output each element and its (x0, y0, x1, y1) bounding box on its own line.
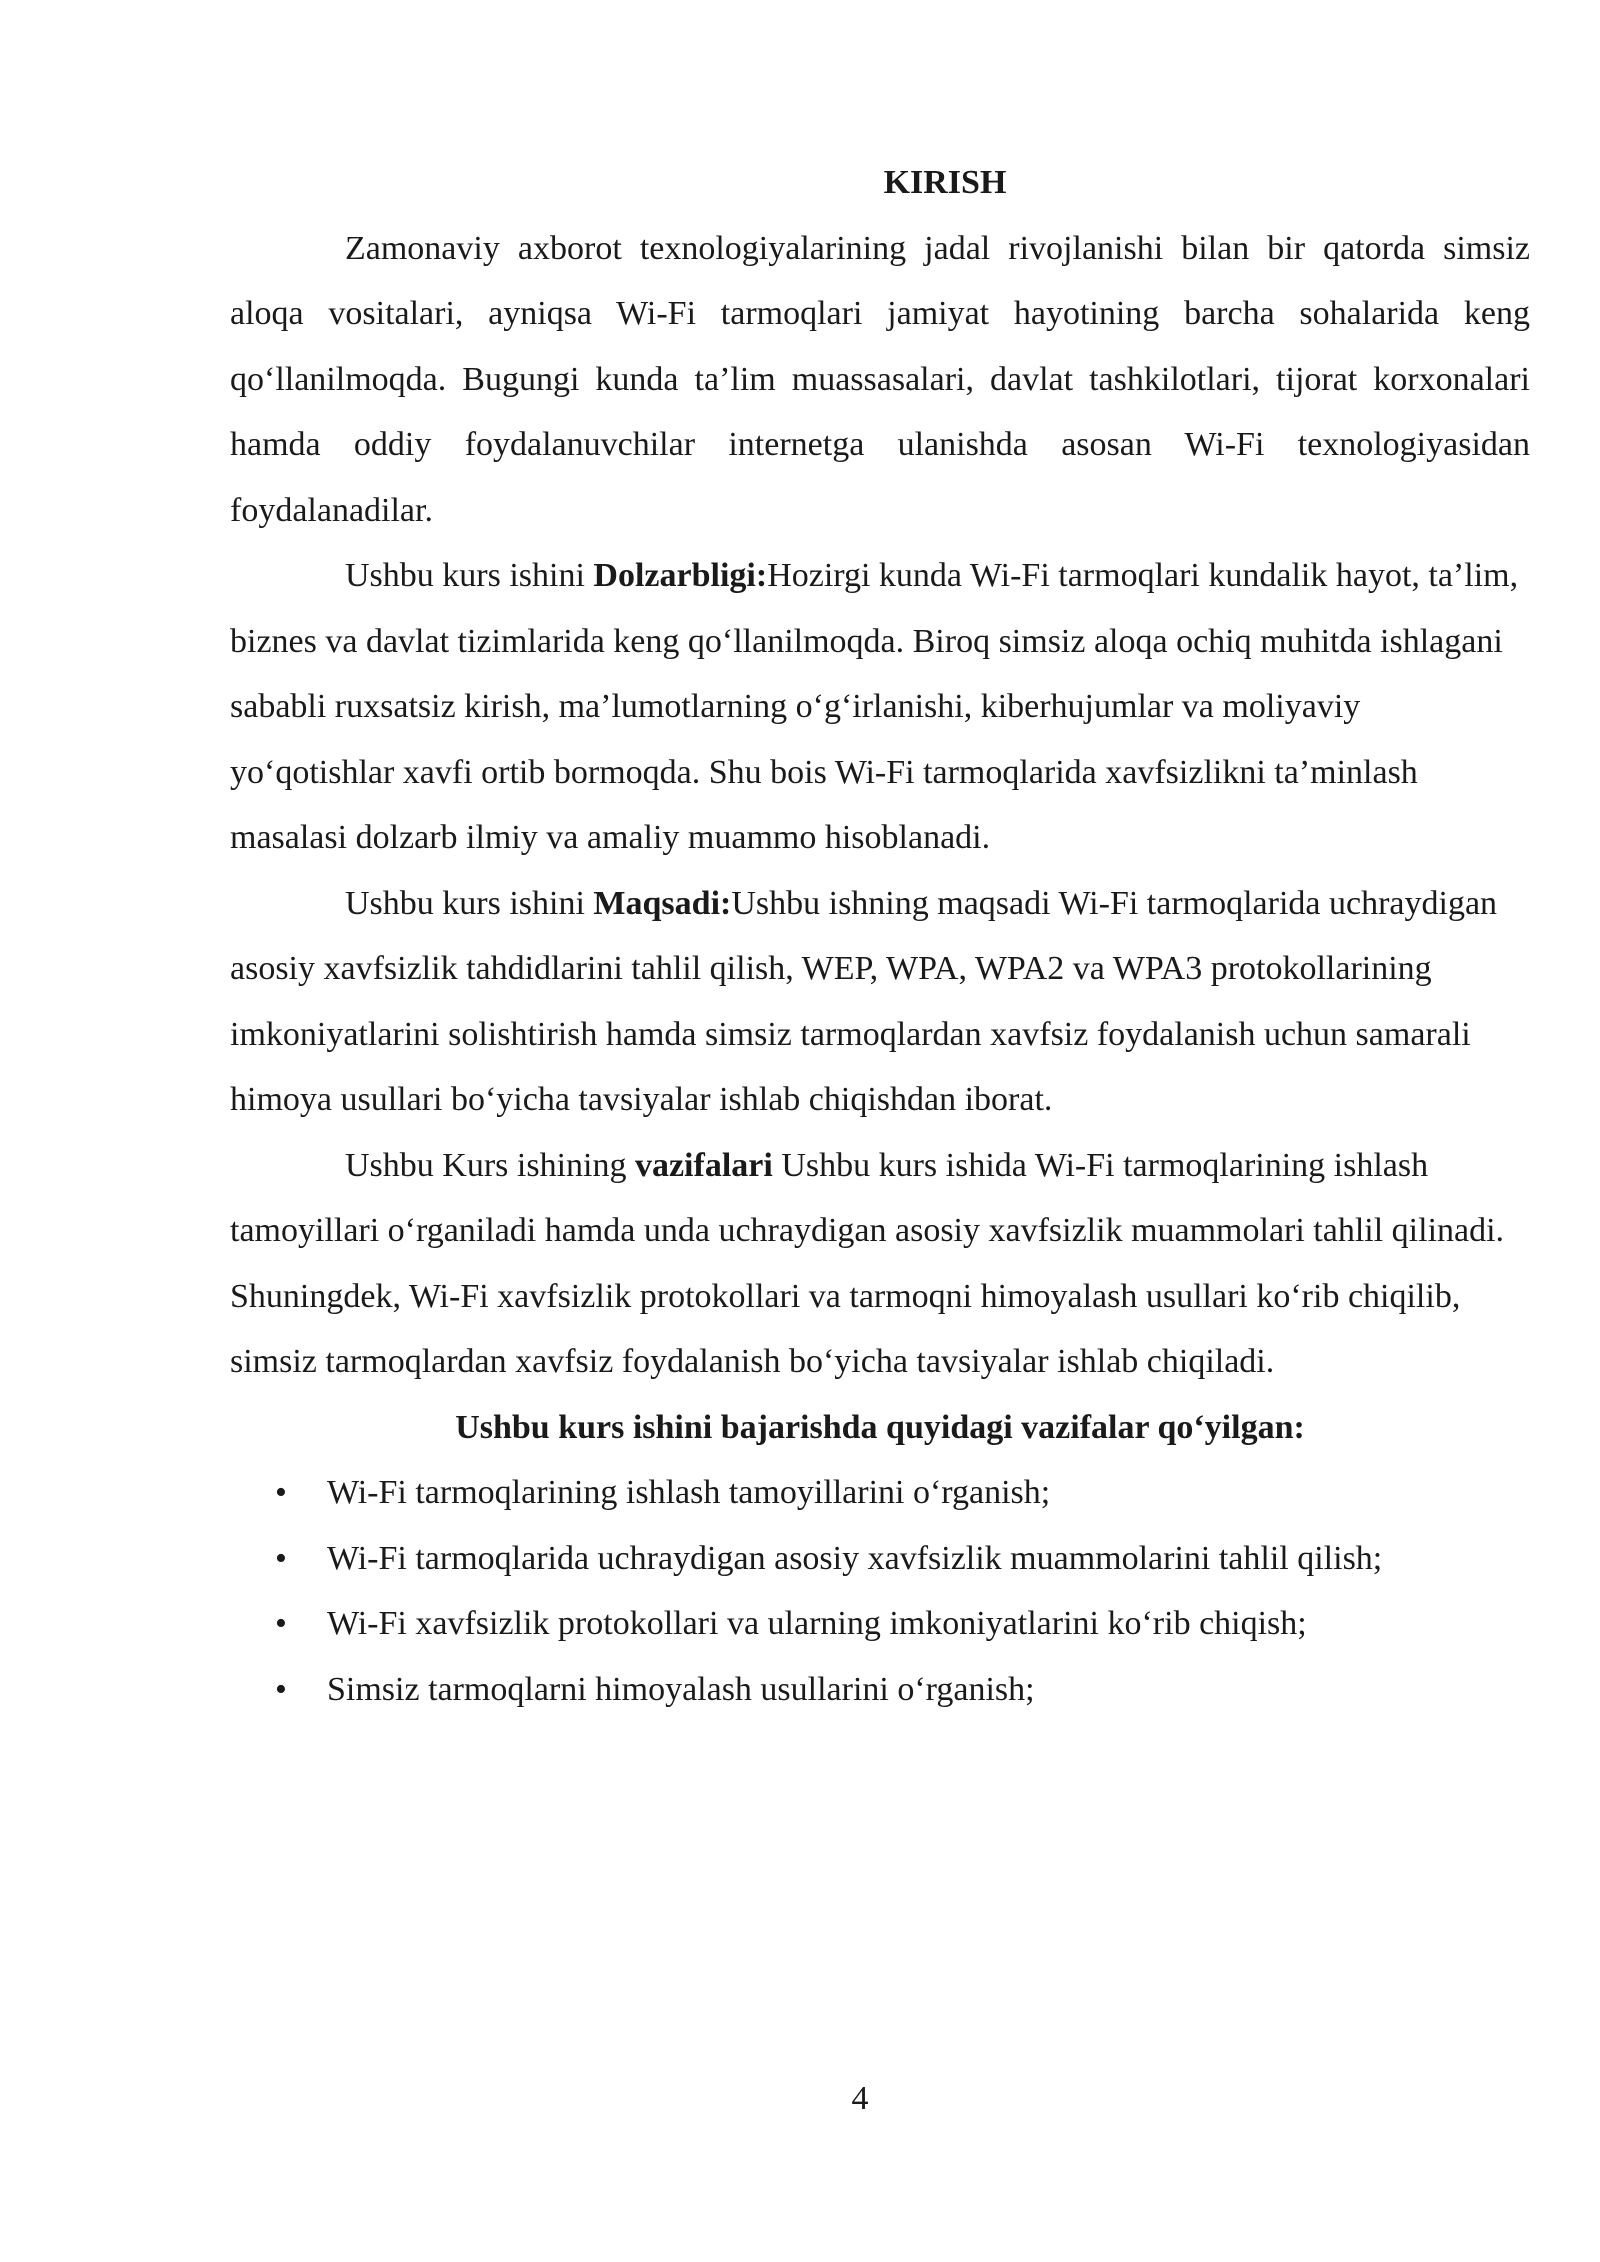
relevance-paragraph (230, 543, 1530, 871)
task-text: Wi-Fi tarmoqlarining ishlash tamoyillarini o‘rganish; (327, 1474, 1051, 1511)
page-number: 4 (851, 2080, 869, 2117)
list-item (230, 1657, 1530, 1723)
objectives-text: Ushbu kurs ishida Wi-Fi tarmoqlarining ishlash tamoyillari o‘rganiladi hamda unda uchraydigan asosiy xavfsizlik muammolari tahlil qilinadi. Shuningdek, Wi-Fi xavfsizlik protokollari va tarmoqni himoyalash usullari ko‘rib chiqilib, simsiz tarmoqlardan xavfsiz foydalanish bo‘yicha tavsiyalar ishlab chiqiladi. (230, 1146, 1505, 1380)
objectives-lead: Ushbu Kurs ishining (345, 1146, 635, 1184)
relevance-lead: Ushbu kurs ishini (345, 557, 594, 594)
bullet-icon: • (275, 1670, 287, 1708)
relevance-label: Dolzarbligi: (593, 557, 768, 594)
task-text: Simsiz tarmoqlarni himoyalash usullarini o‘rganish; (327, 1670, 1035, 1708)
bullet-icon: • (275, 1539, 287, 1577)
objectives-paragraph (230, 1133, 1530, 1395)
goal-paragraph (230, 871, 1530, 1133)
document-page (230, 150, 1530, 1722)
bullet-icon: • (275, 1474, 287, 1511)
list-item (230, 1526, 1530, 1592)
goal-lead: Ushbu kurs ishini (345, 884, 594, 922)
tasks-heading: Ushbu kurs ishini bajarishda quyidagi vazifalar qo‘yilgan: (455, 1408, 1305, 1446)
intro-paragraph: Zamonaviy axborot texnologiyalarining jadal rivojlanishi bilan bir qatorda simsiz aloqa vositalari, ayniqsa Wi-Fi tarmoqlari jamiyat hayotining barcha sohalarida keng qo‘llanilmoqda. Bugungi kunda ta’lim muassasalari, davlat tashkilotlari, tijorat korxonalari hamda oddiy foydalanuvchilar internetga ulanishda asosan Wi-Fi texnologiyasidan foydalanadilar. (230, 229, 1530, 529)
goal-label: Maqsadi: (593, 884, 732, 922)
objectives-label: vazifalari (634, 1146, 773, 1184)
goal-text: Ushbu ishning maqsadi Wi-Fi tarmoqlarida uchraydigan asosiy xavfsizlik tahdidlarini tahlil qilish, WEP, WPA, WPA2 va WPA3 protokollarining imkoniyatlarini solishtirish hamda simsiz tarmoqlardan xavfsiz foydalanish uchun samarali himoya usullari bo‘yicha tavsiyalar ishlab chiqishdan iborat. (230, 884, 1498, 1118)
list-item (230, 1460, 1530, 1526)
task-text: Wi-Fi tarmoqlarida uchraydigan asosiy xavfsizlik muammolarini tahlil qilish; (327, 1539, 1383, 1577)
list-item (230, 1591, 1530, 1657)
relevance-text: Hozirgi kunda Wi-Fi tarmoqlari kundalik hayot, ta’lim, biznes va davlat tizimlarida keng qo‘llanilmoqda. Biroq simsiz aloqa ochiq muhitda ishlagani sababli ruxsatsiz kirish, ma’lumotlarning o‘g‘irlanishi, kiberhujumlar va moliyaviy yo‘qotishlar xavfi ortib bormoqda. Shu bois Wi-Fi tarmoqlarida xavfsizlikni ta’minlash masalasi dolzarb ilmiy va amaliy muammo hisoblanadi. (230, 557, 1519, 856)
tasks-list (230, 1460, 1530, 1722)
bullet-icon: • (275, 1605, 287, 1642)
task-text: Wi-Fi xavfsizlik protokollari va ularning imkoniyatlarini ko‘rib chiqish; (327, 1605, 1307, 1642)
section-title: KIRISH (883, 164, 1007, 201)
